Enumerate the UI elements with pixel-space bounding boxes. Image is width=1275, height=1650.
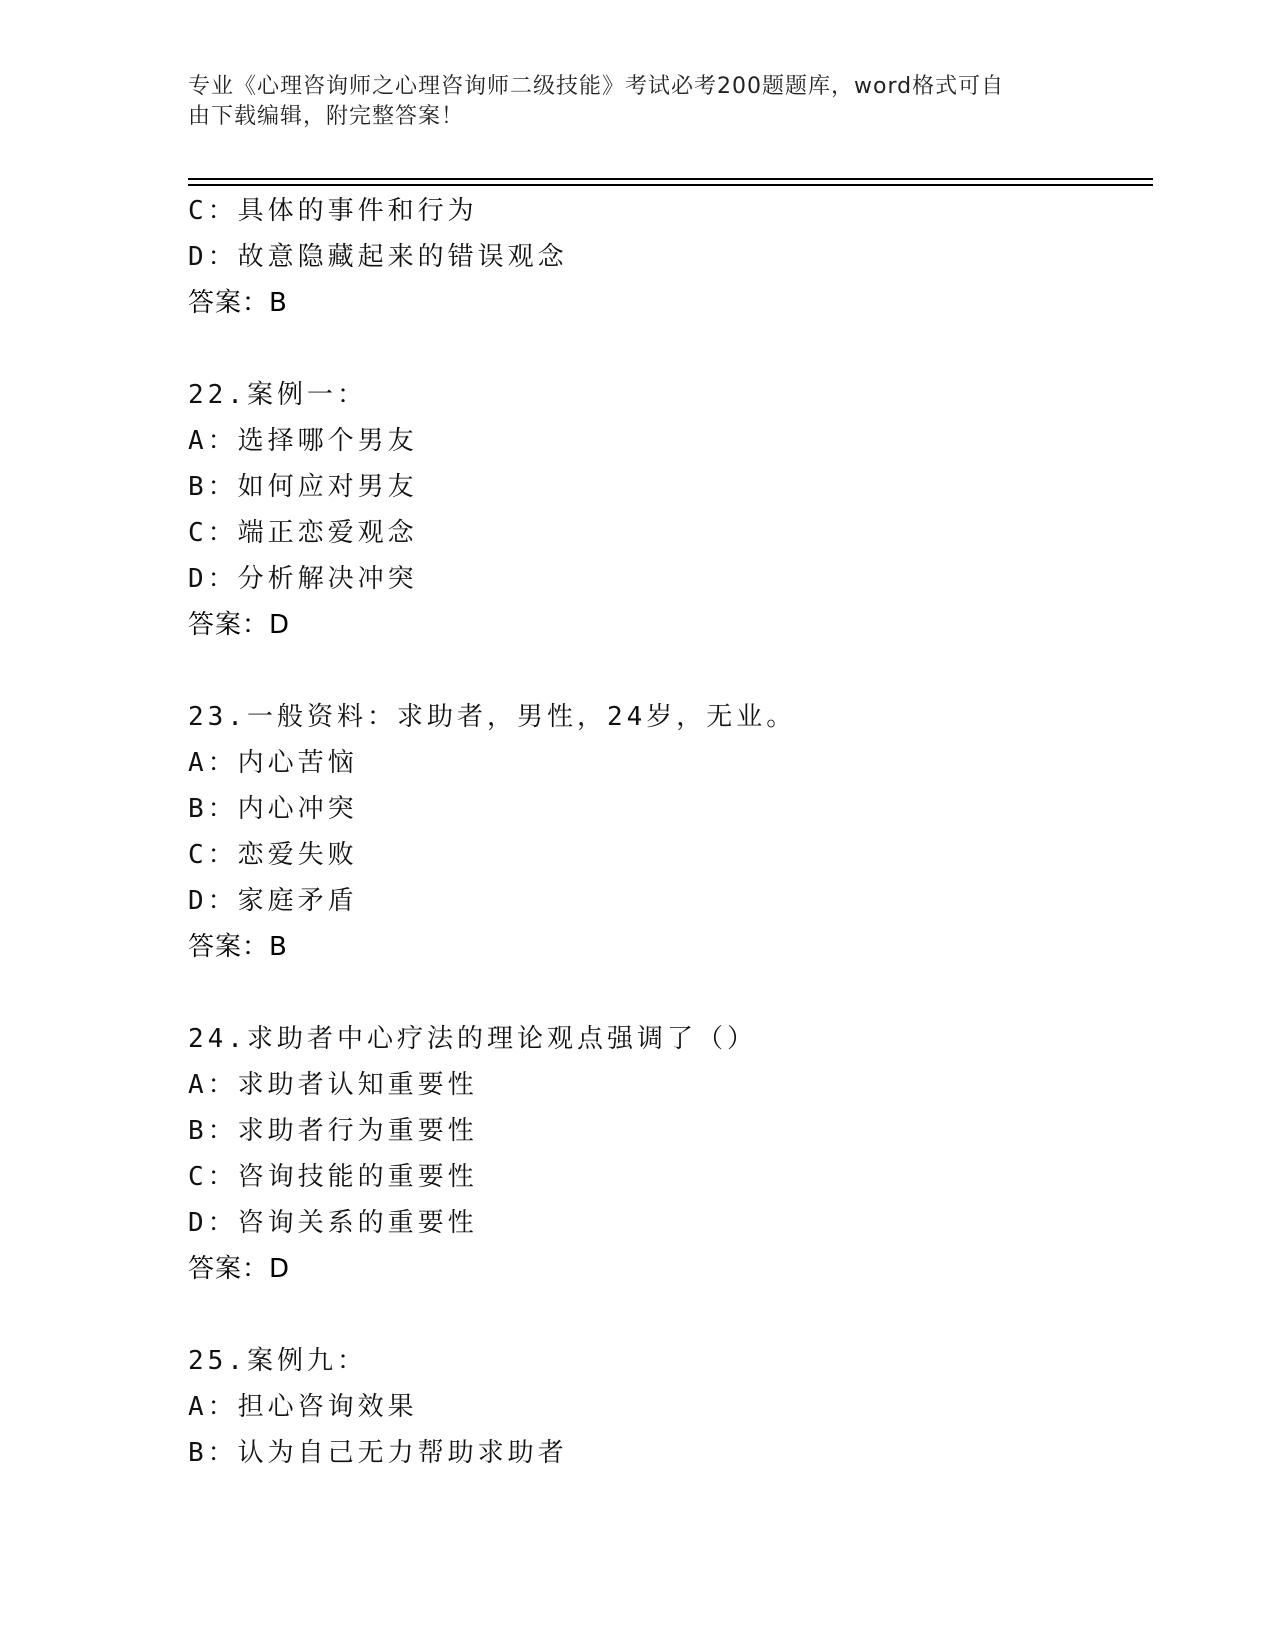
option-b: B：求助者行为重要性 [188,1116,478,1146]
question-stem: 22.案例一： [188,380,367,410]
question-stem: 24.求助者中心疗法的理论观点强调了（） [188,1024,757,1054]
header-line-2: 由下载编辑，附完整答案！ [188,104,465,129]
question-21 [188,188,1148,326]
option-d: D：家庭矛盾 [188,886,358,916]
option-b: B：认为自己无力帮助求助者 [188,1438,568,1468]
header-rule-bottom [188,184,1153,186]
answer-line: 答案：D [188,1254,291,1284]
answer-line: 答案：D [188,610,291,640]
option-d: D：分析解决冲突 [188,564,418,594]
option-d: D：咨询关系的重要性 [188,1208,478,1238]
option-c: C：具体的事件和行为 [188,196,478,226]
option-d: D：故意隐藏起来的错误观念 [188,242,568,272]
answer-line: 答案：B [188,288,288,318]
option-c: C：恋爱失败 [188,840,358,870]
document-header [188,72,1088,132]
question-list [188,188,1148,1476]
option-b: B：如何应对男友 [188,472,418,502]
option-a: A：内心苦恼 [188,748,358,778]
question-25 [188,1338,1148,1476]
question-23 [188,694,1148,970]
header-line-1: 专业《心理咨询师之心理咨询师二级技能》考试必考200题题库，word格式可自 [188,74,1005,99]
option-b: B：内心冲突 [188,794,358,824]
header-rule-top [188,178,1153,180]
answer-line: 答案：B [188,932,288,962]
option-a: A：选择哪个男友 [188,426,418,456]
option-c: C：端正恋爱观念 [188,518,418,548]
question-stem: 25.案例九： [188,1346,367,1376]
option-c: C：咨询技能的重要性 [188,1162,478,1192]
question-22 [188,372,1148,648]
option-a: A：担心咨询效果 [188,1392,418,1422]
option-a: A：求助者认知重要性 [188,1070,478,1100]
question-24 [188,1016,1148,1292]
question-stem: 23.一般资料：求助者，男性，24岁，无业。 [188,702,797,732]
